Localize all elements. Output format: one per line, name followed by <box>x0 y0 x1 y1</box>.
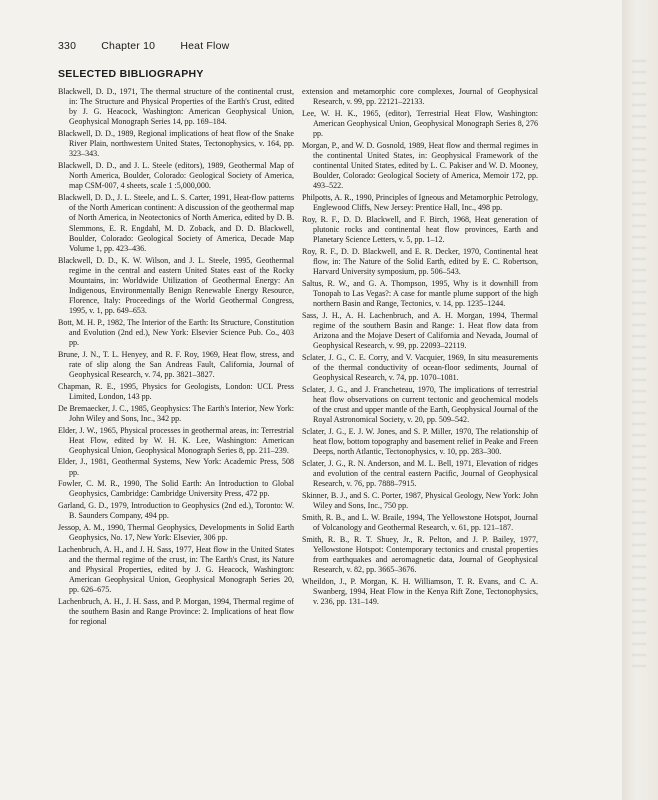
bibliography-entry: Philpotts, A. R., 1990, Principles of Igneous and Metamorphic Petrology, Englewood Cliffs, New Jersey: Prentice Hall, Inc., 498 pp. <box>302 193 538 213</box>
bibliography-entry: Blackwell, D. D., 1971, The thermal structure of the continental crust, in: The Structure and Physical Properties of the Earth's Crust, edited by J. G. Heacock, Washington: American Geophysical Union, Geophysical Monograph Series 14, pp. 169–184. <box>58 87 294 127</box>
bibliography-entry: Morgan, P., and W. D. Gosnold, 1989, Heat flow and thermal regimes in the continental United States, in: Geophysical Framework of the continental United States, edited by L. C. Pakiser and W. D. Mooney, Boulder, Colorado: Geological Society of America, Memoir 172, pp. 493–522. <box>302 140 538 191</box>
bibliography-entry: Brune, J. N., T. L. Henyey, and R. F. Roy, 1969, Heat flow, stress, and rate of slip along the San Andreas Fault, California, Journal of Geophysical Research, v. 74, pp. 3821–3827. <box>58 349 294 380</box>
bibliography-entry: Sclater, J. G., C. E. Corry, and V. Vacquier, 1969, In situ measurements of the thermal conductivity of ocean-floor sediments, Journal of Geophysical Research, v. 74, pp. 1070–1081. <box>302 352 538 383</box>
bibliography-left-column <box>58 87 294 629</box>
bibliography-entry: Chapman, R. E., 1995, Physics for Geologists, London: UCL Press Limited, London, 143 pp. <box>58 381 294 402</box>
bibliography-entry: extension and metamorphic core complexes, Journal of Geophysical Research, v. 99, pp. 22121–22133. <box>302 87 538 107</box>
bibliography-entry: Sclater, J. G., E. J. W. Jones, and S. P. Miller, 1970, The relationship of heat flow, bottom topography and basement relief in Peake and Freen Deeps, north Atlantic, Tectonophysics, v. 10, pp. 283–300. <box>302 427 538 457</box>
bibliography-entry: Blackwell, D. D., J. L. Steele, and L. S. Carter, 1991, Heat-flow patterns of the North American continent: A discussion of the geothermal map of North America, in Neotectonics of North America, edited by D. B. Slemmons, E. R. Engdahl, M. D. Zoback, and D. D. Blackwell, Boulder, Colorado: Geological Society of America, Decade Map Volume 1, pp. 423–436. <box>58 193 294 253</box>
bibliography-entry: Blackwell, D. D., K. W. Wilson, and J. L. Steele, 1995, Geothermal regime in the central and eastern United States east of the Rocky Mountains, in: Worldwide Utilization of Geothermal Energy: An Indigenous, Environmentally Benign Renewable Energy Resource, Florence, Italy: Proceedings of the World Geothermal Congress, 1995, v. 1, pp. 649–653. <box>58 255 294 316</box>
bibliography-entry: De Bremaecker, J. C., 1985, Geophysics: The Earth's Interior, New York: John Wiley and Sons, Inc., 342 pp. <box>58 403 294 423</box>
bibliography-entry: Blackwell, D. D., and J. L. Steele (editors), 1989, Geothermal Map of North America, Boulder, Colorado: Geological Society of America, map CSM-007, 4 sheets, scale 1 :5,000,000. <box>58 161 294 191</box>
bibliography-entry: Blackwell, D. D., 1989, Regional implications of heat flow of the Snake River Plain, northwestern United States, Tectonophysics, v. 164, pp. 323–343. <box>58 129 294 159</box>
bibliography-entry: Bott, M. H. P., 1982, The Interior of the Earth: Its Structure, Constitution and Evolution (2nd ed.), New York: Elsevier Science Pub. Co., 403 pp. <box>58 317 294 348</box>
bibliography-entry: Roy, R. F., D. D. Blackwell, and E. R. Decker, 1970, Continental heat flow, in: The Nature of the Solid Earth, edited by E. C. Robertson, Harvard University symposium, pp. 506–543. <box>302 246 538 277</box>
chapter-label: Chapter 10 <box>101 40 156 52</box>
bibliography-entry: Jessop, A. M., 1990, Thermal Geophysics, Developments in Solid Earth Geophysics, No. 17, New York: Elsevier, 306 pp. <box>58 522 294 543</box>
running-header <box>58 40 251 52</box>
facing-page-edge <box>622 0 658 800</box>
bibliography-entry: Saltus, R. W., and G. A. Thompson, 1995, Why is it downhill from Tonopah to Las Vegas?: A case for mantle plume support of the high northern Basin and Range, Tectonics, v. 14, pp. 1235–1244. <box>302 278 538 309</box>
bibliography-entry: Lee, W. H. K., 1965, (editor), Terrestrial Heat Flow, Washington: American Geophysical Union, Geophysical Monograph Series 8, 276 pp. <box>302 108 538 139</box>
bibliography-right-column <box>302 87 538 609</box>
bibliography-entry: Elder, J. W., 1965, Physical processes in geothermal areas, in: Terrestrial Heat Flow, edited by W. H. K. Lee, Washington: American Geophysical Union, Geophysical Monograph Series 8, pp. 211–239. <box>58 425 294 455</box>
bibliography-entry: Fowler, C. M. R., 1990, The Solid Earth: An Introduction to Global Geophysics, Cambridge: Cambridge University Press, 472 pp. <box>58 479 294 499</box>
bibliography-entry: Lachenbruch, A. H., and J. H. Sass, 1977, Heat flow in the United States and the thermal regime of the crust, in: The Earth's Crust, its Nature and Physical Properties, edited by J. G. Heacock, Washington: American Geophysical Union, Geophysical Monograph Series 20, pp. 626–675. <box>58 544 294 595</box>
page-number: 330 <box>58 40 77 52</box>
bibliography-entry: Garland, G. D., 1979, Introduction to Geophysics (2nd ed.), Toronto: W. B. Saunders Company, 494 pp. <box>58 501 294 521</box>
section-title: SELECTED BIBLIOGRAPHY <box>58 68 204 80</box>
bibliography-entry: Skinner, B. J., and S. C. Porter, 1987, Physical Geology, New York: John Wiley and Sons, Inc., 750 pp. <box>302 490 538 511</box>
bibliography-entry: Sclater, J. G., R. N. Anderson, and M. L. Bell, 1971, Elevation of ridges and evolution of the central eastern Pacific, Journal of Geophysical Research, v. 76, pp. 7888–7915. <box>302 458 538 489</box>
chapter-title: Heat Flow <box>180 40 230 52</box>
bibliography-entry: Lachenbruch, A. H., J. H. Sass, and P. Morgan, 1994, Thermal regime of the southern Basin and Range Province: 2. Implications of heat flow for regional <box>58 597 294 627</box>
bibliography-entry: Sclater, J. G., and J. Francheteau, 1970, The implications of terrestrial heat flow observations on current tectonic and geochemical models of the crust and upper mantle of the Earth, Geophysical Journal of the Royal Astronomical Society, v. 20, pp. 509–542. <box>302 384 538 425</box>
bibliography-entry: Sass, J. H., A. H. Lachenbruch, and A. H. Morgan, 1994, Thermal regime of the southern Basin and Range: 1. Heat flow data from Arizona and the Mojave Desert of California and Nevada, Journal of Geophysical Research, v. 99, pp. 22093–22119. <box>302 310 538 351</box>
bibliography-entry: Wheildon, J., P. Morgan, K. H. Williamson, T. R. Evans, and C. A. Swanberg, 1994, Heat Flow in the Kenya Rift Zone, Tectonophysics, v. 236, pp. 131–149. <box>302 576 538 606</box>
bibliography-entry: Roy, R. F., D. D. Blackwell, and F. Birch, 1968, Heat generation of plutonic rocks and continental heat flow provinces, Earth and Planetary Science Letters, v. 5, pp. 1–12. <box>302 214 538 245</box>
bibliography-entry: Smith, R. B., R. T. Shuey, Jr., R. Pelton, and J. P. Bailey, 1977, Yellowstone Hotspot: Contemporary tectonics and crustal properties from earthquakes and aeromagnetic data, Journal of Geophysical Research, v. 82, pp. 3665–3676. <box>302 534 538 575</box>
bibliography-entry: Smith, R. B., and L. W. Braile, 1994, The Yellowstone Hotspot, Journal of Volcanology and Geothermal Research, v. 61, pp. 121–187. <box>302 512 538 532</box>
bibliography-entry: Elder, J., 1981, Geothermal Systems, New York: Academic Press, 508 pp. <box>58 457 294 477</box>
